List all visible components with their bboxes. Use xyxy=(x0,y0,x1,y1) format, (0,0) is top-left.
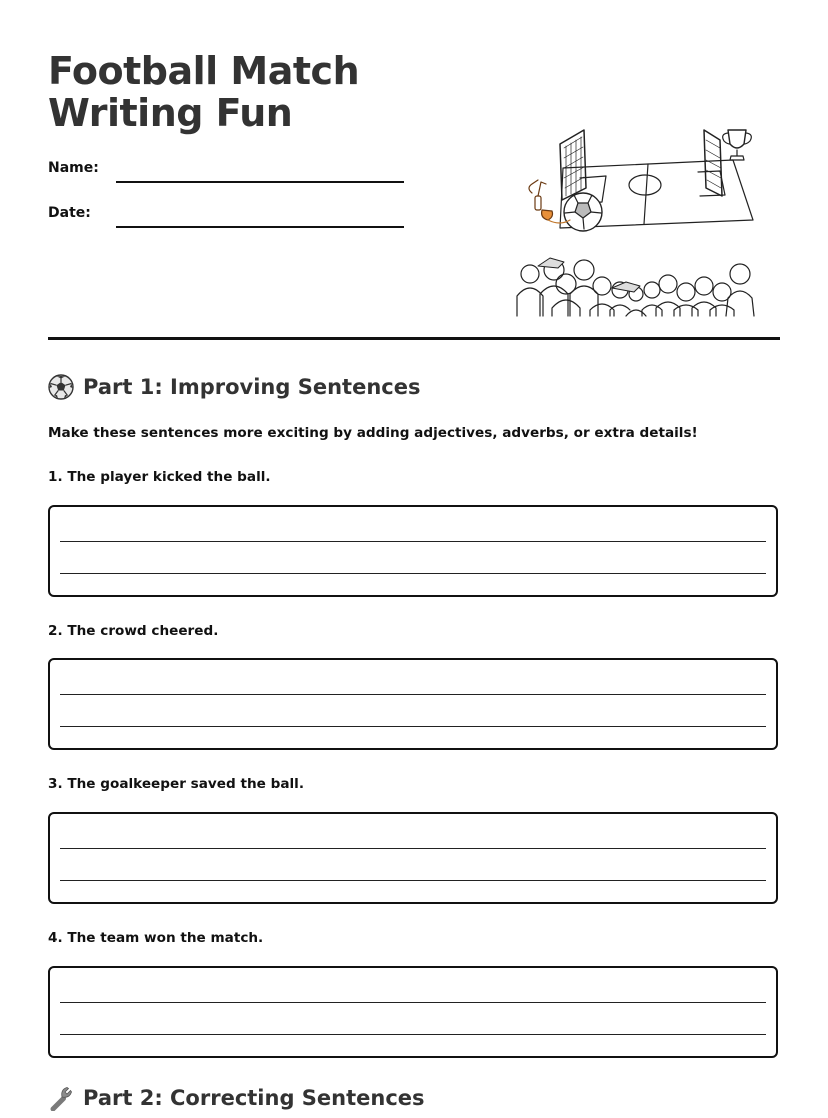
header-divider xyxy=(48,337,780,340)
part1-instructions: Make these sentences more exciting by adding adjectives, adverbs, or extra details! xyxy=(48,425,698,441)
question-prompt: 4. The team won the match. xyxy=(48,930,264,946)
answer-box-2[interactable] xyxy=(48,658,778,750)
trophy-icon xyxy=(723,130,752,160)
writing-line xyxy=(60,848,766,849)
writing-line xyxy=(60,694,766,695)
writing-line xyxy=(60,541,766,542)
writing-line xyxy=(60,726,766,727)
crowd-illustration xyxy=(517,258,754,316)
name-field[interactable] xyxy=(116,181,404,183)
part2-heading xyxy=(48,1085,425,1111)
date-field[interactable] xyxy=(116,226,404,228)
answer-box-3[interactable] xyxy=(48,812,778,904)
part1-heading-text: Part 1: Improving Sentences xyxy=(83,375,421,399)
part2-heading-text: Part 2: Correcting Sentences xyxy=(83,1086,425,1110)
worksheet-title: Football Match Writing Fun xyxy=(48,49,360,135)
question-prompt: 3. The goalkeeper saved the ball. xyxy=(48,776,304,792)
answer-box-1[interactable] xyxy=(48,505,778,597)
header-illustration xyxy=(508,118,764,324)
wrench-icon xyxy=(48,1085,74,1111)
soccer-ball-icon xyxy=(48,374,74,400)
question-prompt: 1. The player kicked the ball. xyxy=(48,469,271,485)
writing-line xyxy=(60,1034,766,1035)
writing-line xyxy=(60,573,766,574)
name-label: Name: xyxy=(48,160,99,176)
writing-line xyxy=(60,880,766,881)
answer-box-4[interactable] xyxy=(48,966,778,1058)
football-icon xyxy=(564,193,602,231)
part1-heading xyxy=(48,374,420,400)
date-label: Date: xyxy=(48,205,91,221)
question-prompt: 2. The crowd cheered. xyxy=(48,623,219,639)
writing-line xyxy=(60,1002,766,1003)
